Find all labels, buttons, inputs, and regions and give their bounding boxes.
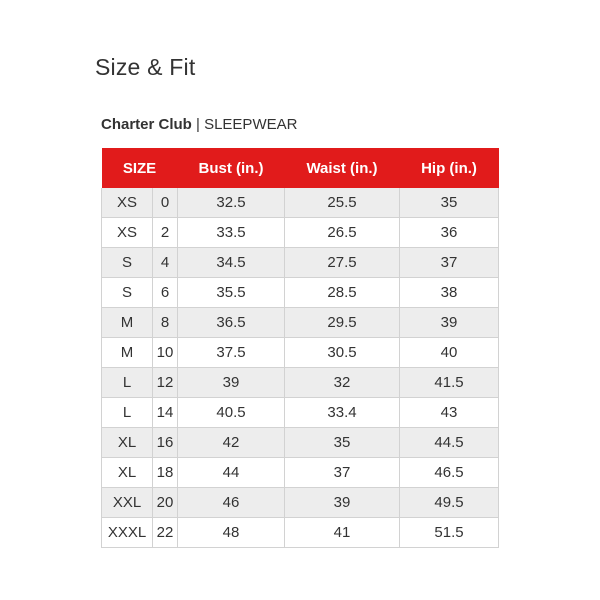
cell-bust: 37.5 [178,338,285,368]
cell-hip: 49.5 [400,488,499,518]
cell-size-number: 12 [153,368,178,398]
table-row [102,278,499,308]
cell-hip: 44.5 [400,428,499,458]
cell-size-number: 10 [153,338,178,368]
cell-size-number: 2 [153,218,178,248]
header-waist: Waist (in.) [285,148,400,188]
cell-size-letter: XXL [102,488,153,518]
page-title: Size & Fit [95,54,196,80]
brand-name: Charter Club [101,116,192,133]
header-size: SIZE [102,148,178,188]
cell-bust: 44 [178,458,285,488]
cell-size-letter: XXXL [102,518,153,548]
cell-hip: 43 [400,398,499,428]
table-row [102,488,499,518]
table-row [102,368,499,398]
cell-hip: 51.5 [400,518,499,548]
table-row [102,518,499,548]
table-row [102,338,499,368]
cell-bust: 34.5 [178,248,285,278]
cell-bust: 39 [178,368,285,398]
cell-waist: 41 [285,518,400,548]
table-row [102,398,499,428]
cell-hip: 39 [400,308,499,338]
size-table-header [102,148,499,188]
cell-size-letter: M [102,308,153,338]
size-chart-table [101,148,499,548]
size-table-body [102,188,499,548]
cell-waist: 37 [285,458,400,488]
cell-size-number: 8 [153,308,178,338]
cell-size-number: 18 [153,458,178,488]
cell-waist: 35 [285,428,400,458]
cell-hip: 40 [400,338,499,368]
cell-bust: 32.5 [178,188,285,218]
cell-size-number: 6 [153,278,178,308]
cell-waist: 28.5 [285,278,400,308]
table-row [102,308,499,338]
cell-size-letter: S [102,278,153,308]
cell-size-letter: XL [102,458,153,488]
cell-size-number: 4 [153,248,178,278]
cell-waist: 39 [285,488,400,518]
cell-waist: 29.5 [285,308,400,338]
cell-size-letter: S [102,248,153,278]
cell-waist: 25.5 [285,188,400,218]
cell-size-number: 20 [153,488,178,518]
cell-size-number: 14 [153,398,178,428]
cell-hip: 46.5 [400,458,499,488]
cell-bust: 36.5 [178,308,285,338]
cell-size-number: 16 [153,428,178,458]
table-row [102,428,499,458]
cell-waist: 26.5 [285,218,400,248]
table-row [102,248,499,278]
cell-hip: 38 [400,278,499,308]
table-row [102,218,499,248]
cell-size-letter: M [102,338,153,368]
cell-bust: 48 [178,518,285,548]
cell-hip: 35 [400,188,499,218]
chart-subtitle [101,116,297,133]
table-row [102,188,499,218]
cell-waist: 33.4 [285,398,400,428]
cell-bust: 46 [178,488,285,518]
cell-size-number: 0 [153,188,178,218]
cell-size-number: 22 [153,518,178,548]
product-category: SLEEPWEAR [204,116,298,133]
cell-hip: 41.5 [400,368,499,398]
header-hip: Hip (in.) [400,148,499,188]
cell-hip: 37 [400,248,499,278]
cell-bust: 35.5 [178,278,285,308]
cell-hip: 36 [400,218,499,248]
cell-size-letter: XS [102,188,153,218]
cell-bust: 40.5 [178,398,285,428]
cell-waist: 30.5 [285,338,400,368]
subtitle-separator: | [191,116,205,133]
header-row [102,148,499,188]
cell-size-letter: L [102,398,153,428]
cell-size-letter: L [102,368,153,398]
cell-size-letter: XS [102,218,153,248]
header-bust: Bust (in.) [178,148,285,188]
cell-waist: 27.5 [285,248,400,278]
cell-waist: 32 [285,368,400,398]
cell-bust: 42 [178,428,285,458]
table-row [102,458,499,488]
cell-size-letter: XL [102,428,153,458]
cell-bust: 33.5 [178,218,285,248]
